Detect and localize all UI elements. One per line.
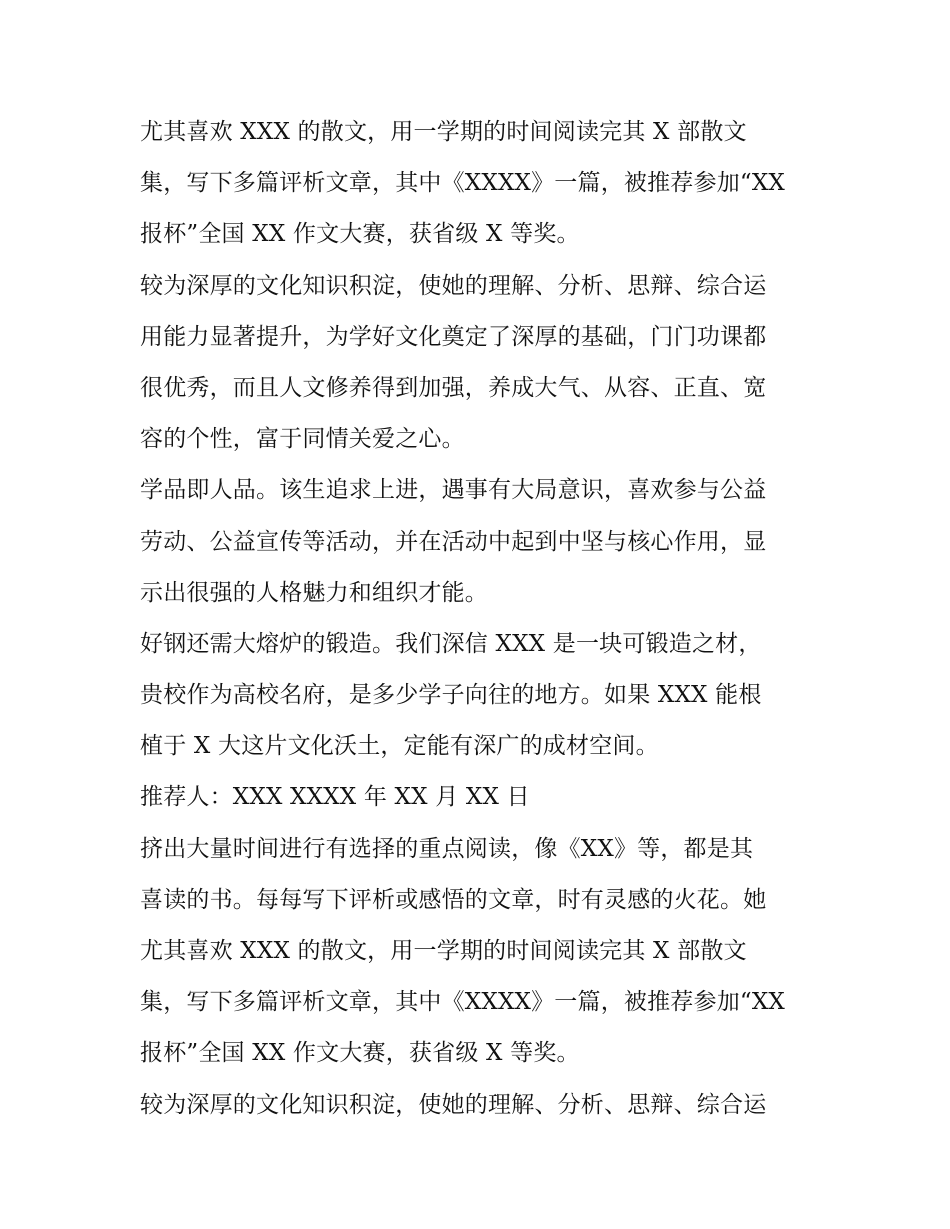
- text-line: 劳动、公益宣传等活动，并在活动中起到中坚与核心作用，显: [140, 528, 767, 555]
- text-line: 容的个性，富于同情关爱之心。: [140, 426, 465, 453]
- text-line: 挤出大量时间进行有选择的重点阅读，像《XX》等，都是其: [140, 835, 754, 862]
- text-line: 集，写下多篇评析文章，其中《XXXX》一篇，被推荐参加“XX: [140, 989, 786, 1016]
- text-line: 集，写下多篇评析文章，其中《XXXX》一篇，被推荐参加“XX: [140, 170, 786, 197]
- text-line: 好钢还需大熔炉的锻造。我们深信 XXX 是一块可锻造之材，: [140, 630, 762, 657]
- text-line: 较为深厚的文化知识积淀，使她的理解、分析、思辩、综合运: [140, 1091, 767, 1118]
- text-line: 学品即人品。该生追求上进，遇事有大局意识，喜欢参与公益: [140, 477, 767, 504]
- text-line: 植于 X 大这片文化沃土，定能有深广的成材空间。: [140, 733, 659, 760]
- text-line: 用能力显著提升，为学好文化奠定了深厚的基础，门门功课都: [140, 323, 767, 350]
- text-line: 很优秀，而且人文修养得到加强，养成大气、从容、正直、宽: [140, 374, 767, 401]
- text-line: 尤其喜欢 XXX 的散文，用一学期的时间阅读完其 X 部散文: [140, 119, 747, 145]
- text-line: 尤其喜欢 XXX 的散文，用一学期的时间阅读完其 X 部散文: [140, 938, 747, 964]
- document-body: [140, 107, 830, 1131]
- text-line: 报杯”全国 XX 作文大赛，获省级 X 等奖。: [140, 221, 580, 248]
- text-line: 报杯”全国 XX 作文大赛，获省级 X 等奖。: [140, 1040, 580, 1067]
- signature-line: 推荐人：XXX XXXX 年 XX 月 XX 日: [140, 784, 530, 811]
- text-line: 喜读的书。每每写下评析或感悟的文章，时有灵感的火花。她: [140, 886, 767, 913]
- text-line: 较为深厚的文化知识积淀，使她的理解、分析、思辩、综合运: [140, 272, 767, 299]
- text-line: 示出很强的人格魅力和组织才能。: [140, 579, 488, 606]
- text-line: 贵校作为高校名府，是多少学子向往的地方。如果 XXX 能根: [140, 682, 762, 709]
